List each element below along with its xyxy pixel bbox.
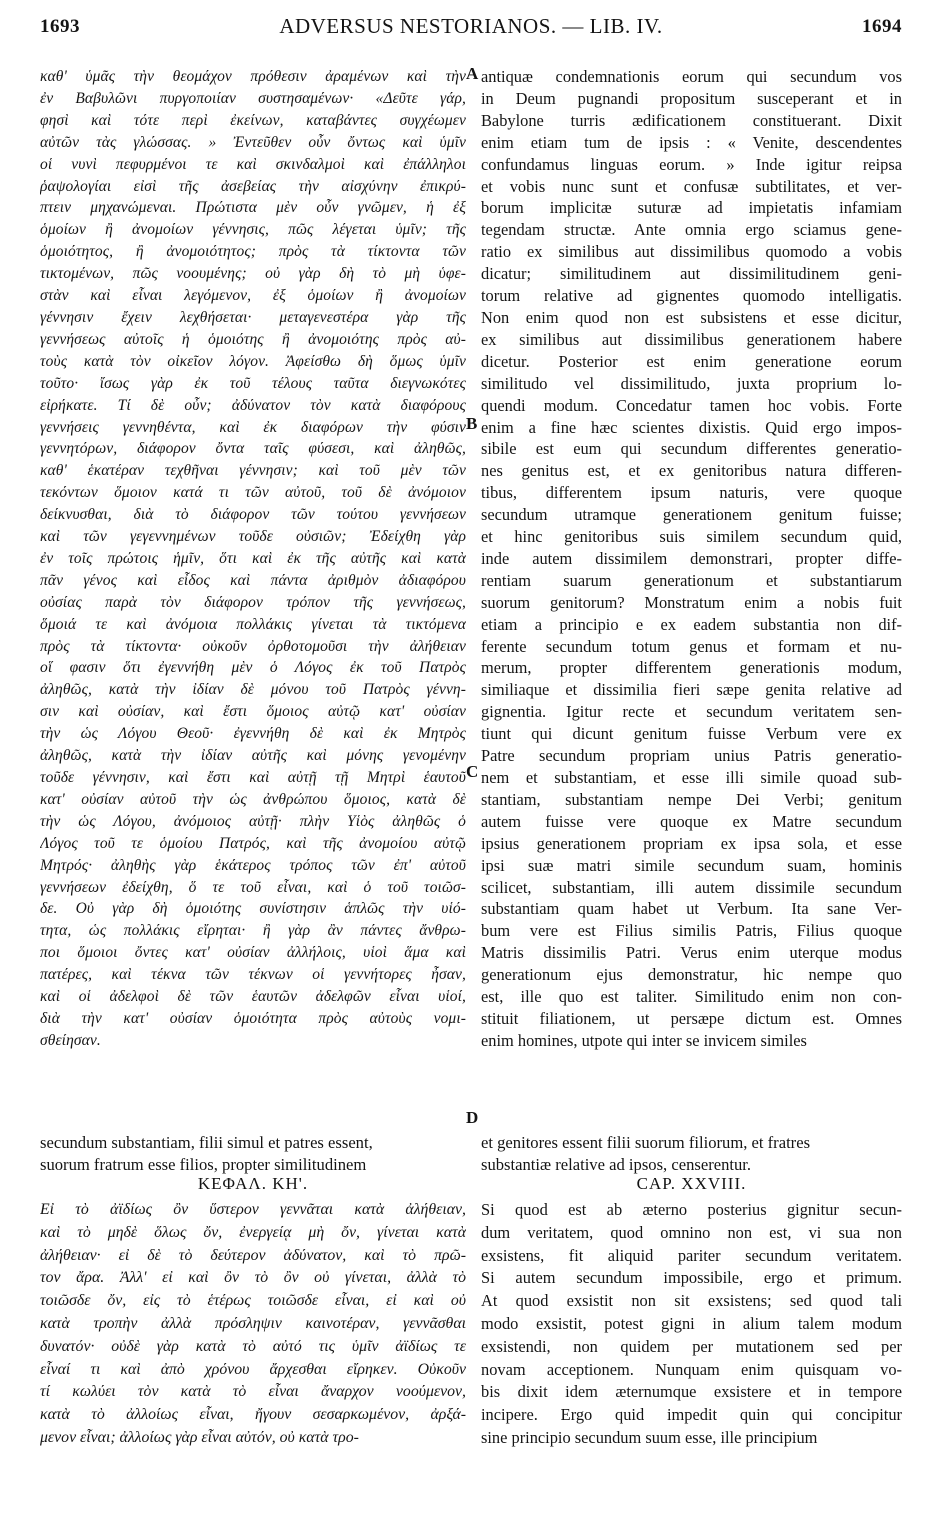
greek-text-line: καθ' ἑκατέραν τεχθῆναι γέννησιν; καὶ τοῦ μὲν τῶν	[40, 462, 466, 480]
greek-text-line: ποι ὅμοιοι ὄντες κατ' οὐσίαν ἀλλήλοις, υἱοὶ ἅμα καὶ	[40, 944, 466, 962]
latin-text-line: incipere. Ergo quid impedit quin qui concipitur	[481, 1405, 902, 1425]
chapter-body-greek	[40, 1199, 466, 1450]
page-number-right: 1694	[862, 16, 902, 37]
greek-text-line: καὶ τῶν γεγεννημένων τοῦδε οὐσιῶν; Ἐδείχθη γὰρ	[40, 528, 466, 546]
latin-text-line: stantiam, substantiam nempe Dei Verbi; genitum	[481, 789, 902, 809]
continuation-line: substantiæ relative ad ipsos, censerentur.	[481, 1154, 752, 1174]
greek-text-line: διὰ τὴν κατ' οὐσίαν ὁμοιότητα πρὸς αὐτοὺς νομι-	[40, 1009, 466, 1027]
latin-text-line: secundum utramque generationem genitum fuisse;	[481, 505, 902, 525]
margin-marker-b: B	[466, 414, 478, 433]
page-number-left: 1693	[40, 16, 80, 37]
greek-text-line: αὐτῶν τὰς γλώσσας. » Ἐντεῦθεν οὖν ὄντως καὶ ὑμῖν	[40, 133, 466, 151]
latin-text-line: dum veritatem, quod omnino non est, vi sua non	[481, 1222, 902, 1242]
greek-text-line: ὅμοιά τε καὶ ἀνόμοια πολλάκις γίνεται τὰ τικτόμενα	[40, 615, 466, 633]
latin-text-line: ipsi suæ matri simile secundum suam, hominis	[481, 855, 902, 875]
greek-text-line: ἐν Βαβυλῶνι πυργοποιίαν συστησαμένων· «Δεῦτε γάρ,	[40, 89, 466, 107]
greek-text-line: Λόγος τοῦ τε ὁμοίου Πατρός, καὶ τῆς ἀνομοίου αὐτῷ	[40, 834, 466, 852]
latin-text-line: in Deum pugnandi propositum susceperant et in	[481, 88, 902, 108]
greek-text-line: τεκόντων ὅμοιον κατά τι τῶν αὐτοῦ, τοῦ δὲ ἀνόμοιον	[40, 484, 466, 502]
greek-text-line: κατὰ τὸ ἀλλοίως εἶναι, ἤγουν σεσαρκωμένον, ἀρξά-	[40, 1406, 466, 1424]
greek-text-line: καὶ οἱ ἀδελφοὶ δὲ τῶν ἑαυτῶν ἀδελφῶν εἶναι υἱοί,	[40, 988, 466, 1006]
greek-text-line: τικτομένων, πῶς νοουμένης; οὐ γὰρ δὴ τὸ μὴ ὑφε-	[40, 265, 466, 283]
greek-text-line: ἀληθῶς, κατὰ τὴν ἰδίαν δὲ μόνου τοῦ Πατρὸς γέννη-	[40, 681, 466, 699]
greek-text-line: τί κωλύει τὸν κατὰ τὸ εἶναι ἄναρχον νοούμενον,	[40, 1383, 466, 1401]
greek-text-line: τὴν ὡς Λόγου, ἀνόμοιος αὐτῇ· πλὴν Υἱὸς ἀληθῶς ὁ	[40, 812, 466, 830]
latin-text-line: Matris dissimilis Patri. Verus enim uterque modus	[481, 943, 902, 963]
latin-text-line: enim etiam tum de ipsis : « Venite, descendentes	[481, 132, 902, 152]
greek-text-line: ἀλήθειαν· εἰ δὲ τὸ δεύτερον ἀδύνατον, καὶ τὸ πρῶ-	[40, 1246, 466, 1264]
greek-text-line: τοὺς κατὰ τὸν οἰκεῖον λόγον. Ἀφείσθω δὴ ὅμως ὑμῖν	[40, 352, 466, 370]
latin-text-line: similitudo vel dissimilitudo, juxta proprium lo-	[481, 373, 902, 393]
latin-text-line: enim homines, utpote qui inter se invicem similes	[481, 1030, 807, 1050]
latin-text-line: ferente secundum totum genus et formam et nu-	[481, 636, 902, 656]
greek-text-line: πατέρες, καὶ τέκνα τῶν τέκνων οἱ γεννήτορες ἦσαν,	[40, 966, 466, 984]
latin-text-line: scilicet, substantiam, illi autem dissimile secundum	[481, 877, 902, 897]
latin-text-line: Babylone turris ædificationem constituerant. Dixit	[481, 110, 902, 130]
greek-text-line: γεννητόρων, διάφορον ὄντα ταῖς φύσεσι, καὶ ἀληθῶς,	[40, 440, 466, 458]
greek-text-line: γεννήσεις γεννηθέντα, καὶ ἐκ διαφόρων τὴν φύσιν	[40, 418, 466, 436]
greek-text-line: Εἰ τὸ ἀϊδίως ὂν ὕστερον γεννᾶται κατὰ ἀλήθειαν,	[40, 1201, 466, 1218]
greek-text-line: δείκνυσθαι, διὰ τὸ διάφορον τῶν τούτου γεννήσεων	[40, 506, 466, 524]
greek-text-line: οἵ φασιν ὅτι ἐγεννήθη μὲν ὁ Λόγος ἐκ τοῦ Πατρὸς	[40, 659, 466, 677]
latin-text-line: etiam a principio e ex eadem substantia non dif-	[481, 614, 902, 634]
latin-text-line: rentiam suarum generationum et substantiarum	[481, 570, 902, 590]
latin-text-line: exsistendi, non quidem per mutationem sed per	[481, 1336, 902, 1356]
latin-text-line: bum vere est Filius similis Patris, Filius quoque	[481, 921, 902, 941]
greek-text-line: τον ἄρα. Ἀλλ' εἰ καὶ ὂν τὸ ὂν οὐ γίνεται, ἀλλὰ τὸ	[40, 1269, 466, 1287]
greek-text-line: εἰρήκατε. Τί δὲ οὖν; ἀδύνατον τὸν κατὰ διαφόρους	[40, 396, 466, 414]
chapter-heading-latin: CAP. XXVIII.	[636, 1174, 747, 1193]
latin-text-line: Si autem secundum impossibile, ergo et primum.	[481, 1268, 902, 1288]
latin-text-line: nes genitus est, et ex genitoribus natura differen-	[481, 461, 902, 481]
latin-text-line: ex similibus aut dissimilibus generationem habere	[481, 329, 902, 349]
margin-marker-a: A	[466, 64, 479, 83]
continuation-right	[481, 1132, 902, 1176]
continuation-line: suorum fratrum esse filios, propter similitudinem	[40, 1154, 367, 1174]
greek-text-line: κατ' οὐσίαν αὐτοῦ τὴν ὡς ἀνθρώπου ὅμοιος, κατὰ δὲ	[40, 790, 466, 808]
latin-text-line: substantiam quam habet ut Verbum. Ita sane Ver-	[481, 899, 902, 919]
greek-text-line: τοιῶσδε ὄν, εἰς τὸ ἑτέρως τοιῶσδε εἶναι, εἰ καὶ οὐ	[40, 1292, 466, 1310]
greek-text-line: μενον εἶναι; ἀλλοίως γὰρ εἶναι αὐτόν, οὐ κατὰ τρο-	[40, 1428, 359, 1446]
latin-text-line: ipsius generationem propriam ex ipsa sola, et esse	[481, 833, 902, 853]
latin-text-line: sibile est eum qui secundum differentes generatio-	[481, 439, 902, 459]
latin-text-line: suorum genitorum? Monstratum enim a nobis fuit	[481, 592, 902, 612]
greek-text-line: τητα, ὡς πολλάκις εἴρηται· ἢ γὰρ ἂν πάντες ἄνθρω-	[40, 922, 466, 940]
latin-text-line: sine principio secundum suum esse, ille principium	[481, 1427, 818, 1447]
latin-text-line: Si quod est ab æterno posterius gignitur secun-	[481, 1200, 902, 1219]
running-header	[40, 8, 902, 44]
latin-text-line: similiaque et dissimilia fieri sæpe genita relative ad	[481, 680, 902, 700]
greek-text-line: εἶναί τι καὶ ἀπὸ χρόνου ἄρχεσθαι εἴρηκεν. Οὐκοῦν	[40, 1360, 466, 1378]
greek-column	[40, 66, 466, 1052]
latin-text-line: dicetur. Posterior est enim generatione eorum	[481, 351, 902, 371]
latin-text-line: Patre secundum propriam unius Patris generatio-	[481, 746, 902, 766]
latin-text-line: torum relative ad gignentes quomodo intelligatis.	[481, 286, 902, 306]
greek-text-line: ὁμοίων ἢ ἀνομοίων γέννησις, πῶς λέγεται ὑμῖν; τῆς	[40, 221, 466, 239]
latin-text-line: merum, propter differentem generationis modum,	[481, 658, 902, 678]
greek-text-line: τοῦδε γέννησιν, καὶ ἔστι καὶ αὐτῇ τῇ Μητρὶ ἑαυτοῦ	[40, 769, 466, 786]
greek-text-line: τὴν ὡς Λόγου Θεοῦ· ἐγεννήθη δὲ καὶ ἐκ Μητρὸς	[40, 725, 466, 743]
latin-text-line: tegendam structæ. Ante omnia ergo sciamus gene-	[481, 220, 902, 240]
latin-text-line: tiunt qui dicunt genitum fuisse Verbum vere ex	[481, 724, 902, 744]
latin-text-line: quendi modum. Concedatur tamen hoc vobis. Forte	[481, 395, 902, 415]
latin-column	[481, 66, 902, 1052]
latin-text-line: inde autem dissimilem demonstrari, propter diffe-	[481, 548, 902, 568]
latin-text-line: Non enim quod non est subsistens et esse dicitur,	[481, 307, 902, 327]
continuation-left	[40, 1132, 466, 1176]
greek-text-line: γέννησιν ἔχειν λεχθήσεται· μεταγενεστέρα γὰρ τῆς	[40, 308, 466, 326]
latin-text-line: exsistens, fit aliquid pariter secundum veritatem.	[481, 1245, 902, 1265]
greek-text-line: ῥαψολογίαι εἰσὶ τῆς ἀσεβείας τὴν αἰσχύνην ἐπικρύ-	[40, 177, 466, 195]
greek-text-line: κατὰ τροπὴν ἀλλὰ πρόσληψιν καινοτέραν, γεννᾶσθαι	[40, 1314, 466, 1332]
latin-text-line: nem et substantiam, et esse illi simile quoad sub-	[481, 768, 902, 787]
greek-text-line: σθείησαν.	[40, 1031, 101, 1049]
latin-text-line: At quod exsistit non sit exsistens; sed quod tali	[481, 1291, 902, 1311]
chapter-heading-greek: ΚΕΦΑΛ. ΚΗ'.	[197, 1174, 309, 1193]
greek-text-line: τοῦτο· ἴσως γὰρ ἐκ τοῦ τέλους ταῦτα διεγνωκότες	[40, 374, 466, 392]
latin-text-line: modo exsistit, potest gigni in alium talem modum	[481, 1313, 902, 1333]
latin-text-line: borum implicitæ suturæ ad impietatis infamiam	[481, 198, 902, 218]
latin-text-line: est, ille quo est taliter. Similitudo enim non con-	[481, 987, 902, 1007]
greek-text-line: ὁμοιότητος, ἢ ἀνομοιότητος; πρὸς τὰ τίκτοντα τῶν	[40, 243, 466, 261]
margin-marker-d: D	[466, 1108, 479, 1127]
latin-text-line: generationum ejus demonstratur, hic nempe quo	[481, 965, 902, 985]
greek-text-line: ἀληθῶς, κατὰ τὴν ἰδίαν αὐτῆς καὶ μόνης γενομένην	[40, 747, 466, 765]
latin-text-line: tibus, differentem ipsum naturis, vere quoque	[481, 483, 902, 503]
greek-text-line: δε. Οὐ γὰρ δὴ ὁμοιότης συνίστησιν ἁπλῶς τὴν υἱό-	[40, 900, 466, 918]
latin-text-line: novam acceptionem. Nunquam enim quisquam vo-	[481, 1359, 902, 1379]
greek-text-line: Μητρός· ἀληθὴς γὰρ ἑκάτερος τρόπος τῶν ἐπ' αὐτοῦ	[40, 856, 466, 874]
latin-text-line: enim a fine hæc scientes dixistis. Quid ergo impos-	[481, 417, 902, 437]
greek-text-line: πτειν μηχανώμεναι. Πρώτιστα μὲν οὖν γνῶμεν, ἡ ἐξ	[40, 199, 466, 217]
greek-text-line: οἱ νυνὶ πεφυρμένοι τε καὶ σκινδαλμοὶ καὶ ἐπάλληλοι	[40, 155, 466, 173]
latin-text-line: bis dixit idem æternumque exsistere et in tempore	[481, 1382, 902, 1402]
continuation-line: et genitores essent filii suorum filiorum, et fratres	[481, 1133, 811, 1152]
latin-text-line: autem fuisse vere quoque ex Matre secundum	[481, 811, 902, 831]
greek-text-line: καθ' ὑμᾶς τὴν θεομάχον πρόθεσιν ἀραμένων καὶ τὴν	[40, 68, 466, 85]
greek-text-line: ἐν τοῖς πρώτοις ἡμῖν, ὅτι καὶ ἐκ τῆς αὐτῆς καὶ κατὰ	[40, 549, 466, 567]
greek-text-line: στὰν καὶ εἶναι λεγόμενον, ἐξ ὁμοίων ἢ ἀνομοίων	[40, 287, 466, 305]
latin-text-line: et vobis nunc sunt et confusæ subtilitates, et ver-	[481, 176, 902, 196]
latin-text-line: gignentia. Igitur recte et secundum veritatem sen-	[481, 702, 902, 722]
latin-text-line: antiquæ condemnationis eorum qui secundum vos	[481, 67, 902, 86]
greek-text-line: οὐσίας παρὰ τὸν διάφορον τρόπον τῆς γεννήσεως,	[40, 593, 466, 611]
greek-text-line: πᾶν γένος καὶ εἶδος καὶ πάντα ἀριθμὸν ἀδιαφόρου	[40, 571, 466, 589]
latin-text-line: ratio ex similibus aut dissimilibus quomodo a vobis	[481, 242, 902, 262]
continuation-line: secundum substantiam, filii simul et patres essent,	[40, 1133, 373, 1152]
greek-text-line: γεννήσεων ἐδείχθη, ὅ τε τοῦ εἶναι, καὶ ὁ τοῦ τοιῶσ-	[40, 878, 466, 896]
latin-text-line: stituit filiationem, ut persæpe dictum est. Omnes	[481, 1008, 902, 1028]
greek-text-line: γεννήσεως αὐτοῖς ἡ ὁμοιότης ἢ ἀνομοιότης πρὸς αὐ-	[40, 330, 466, 348]
latin-text-line: confundamus linguas eorum. » Inde igitur reipsa	[481, 154, 902, 174]
greek-text-line: καὶ τὸ μηδὲ ὅλως ὄν, ἐνεργείᾳ μὴ ὄν, γίνεται κατὰ	[40, 1223, 466, 1241]
greek-text-line: φησὶ καὶ τότε περὶ ἐκείνων, καταβάντες συγχέωμεν	[40, 111, 466, 129]
chapter-body-latin	[481, 1199, 902, 1450]
margin-marker-c: C	[466, 762, 479, 781]
running-title: ADVERSUS NESTORIANOS. — LIB. IV.	[279, 14, 663, 38]
greek-text-line: πρὸς τὰ τίκτοντα· οὐκοῦν ὀρθοτομοῦσι τὴν ἀλήθειαν	[40, 637, 466, 655]
latin-text-line: dicatur; similitudinem aut dissimilitudinem geni-	[481, 264, 902, 284]
greek-text-line: δυνατόν· οὐδὲ γὰρ κατὰ τὸ αὐτό τις ὑμῖν ἀϊδίως τε	[40, 1337, 466, 1355]
greek-text-line: σιν καὶ οὐσίαν, καὶ ἔστι ὅμοιος αὐτῷ κατ' οὐσίαν	[40, 703, 466, 721]
latin-text-line: et hinc genitoribus suis similem secundum quid,	[481, 527, 902, 547]
